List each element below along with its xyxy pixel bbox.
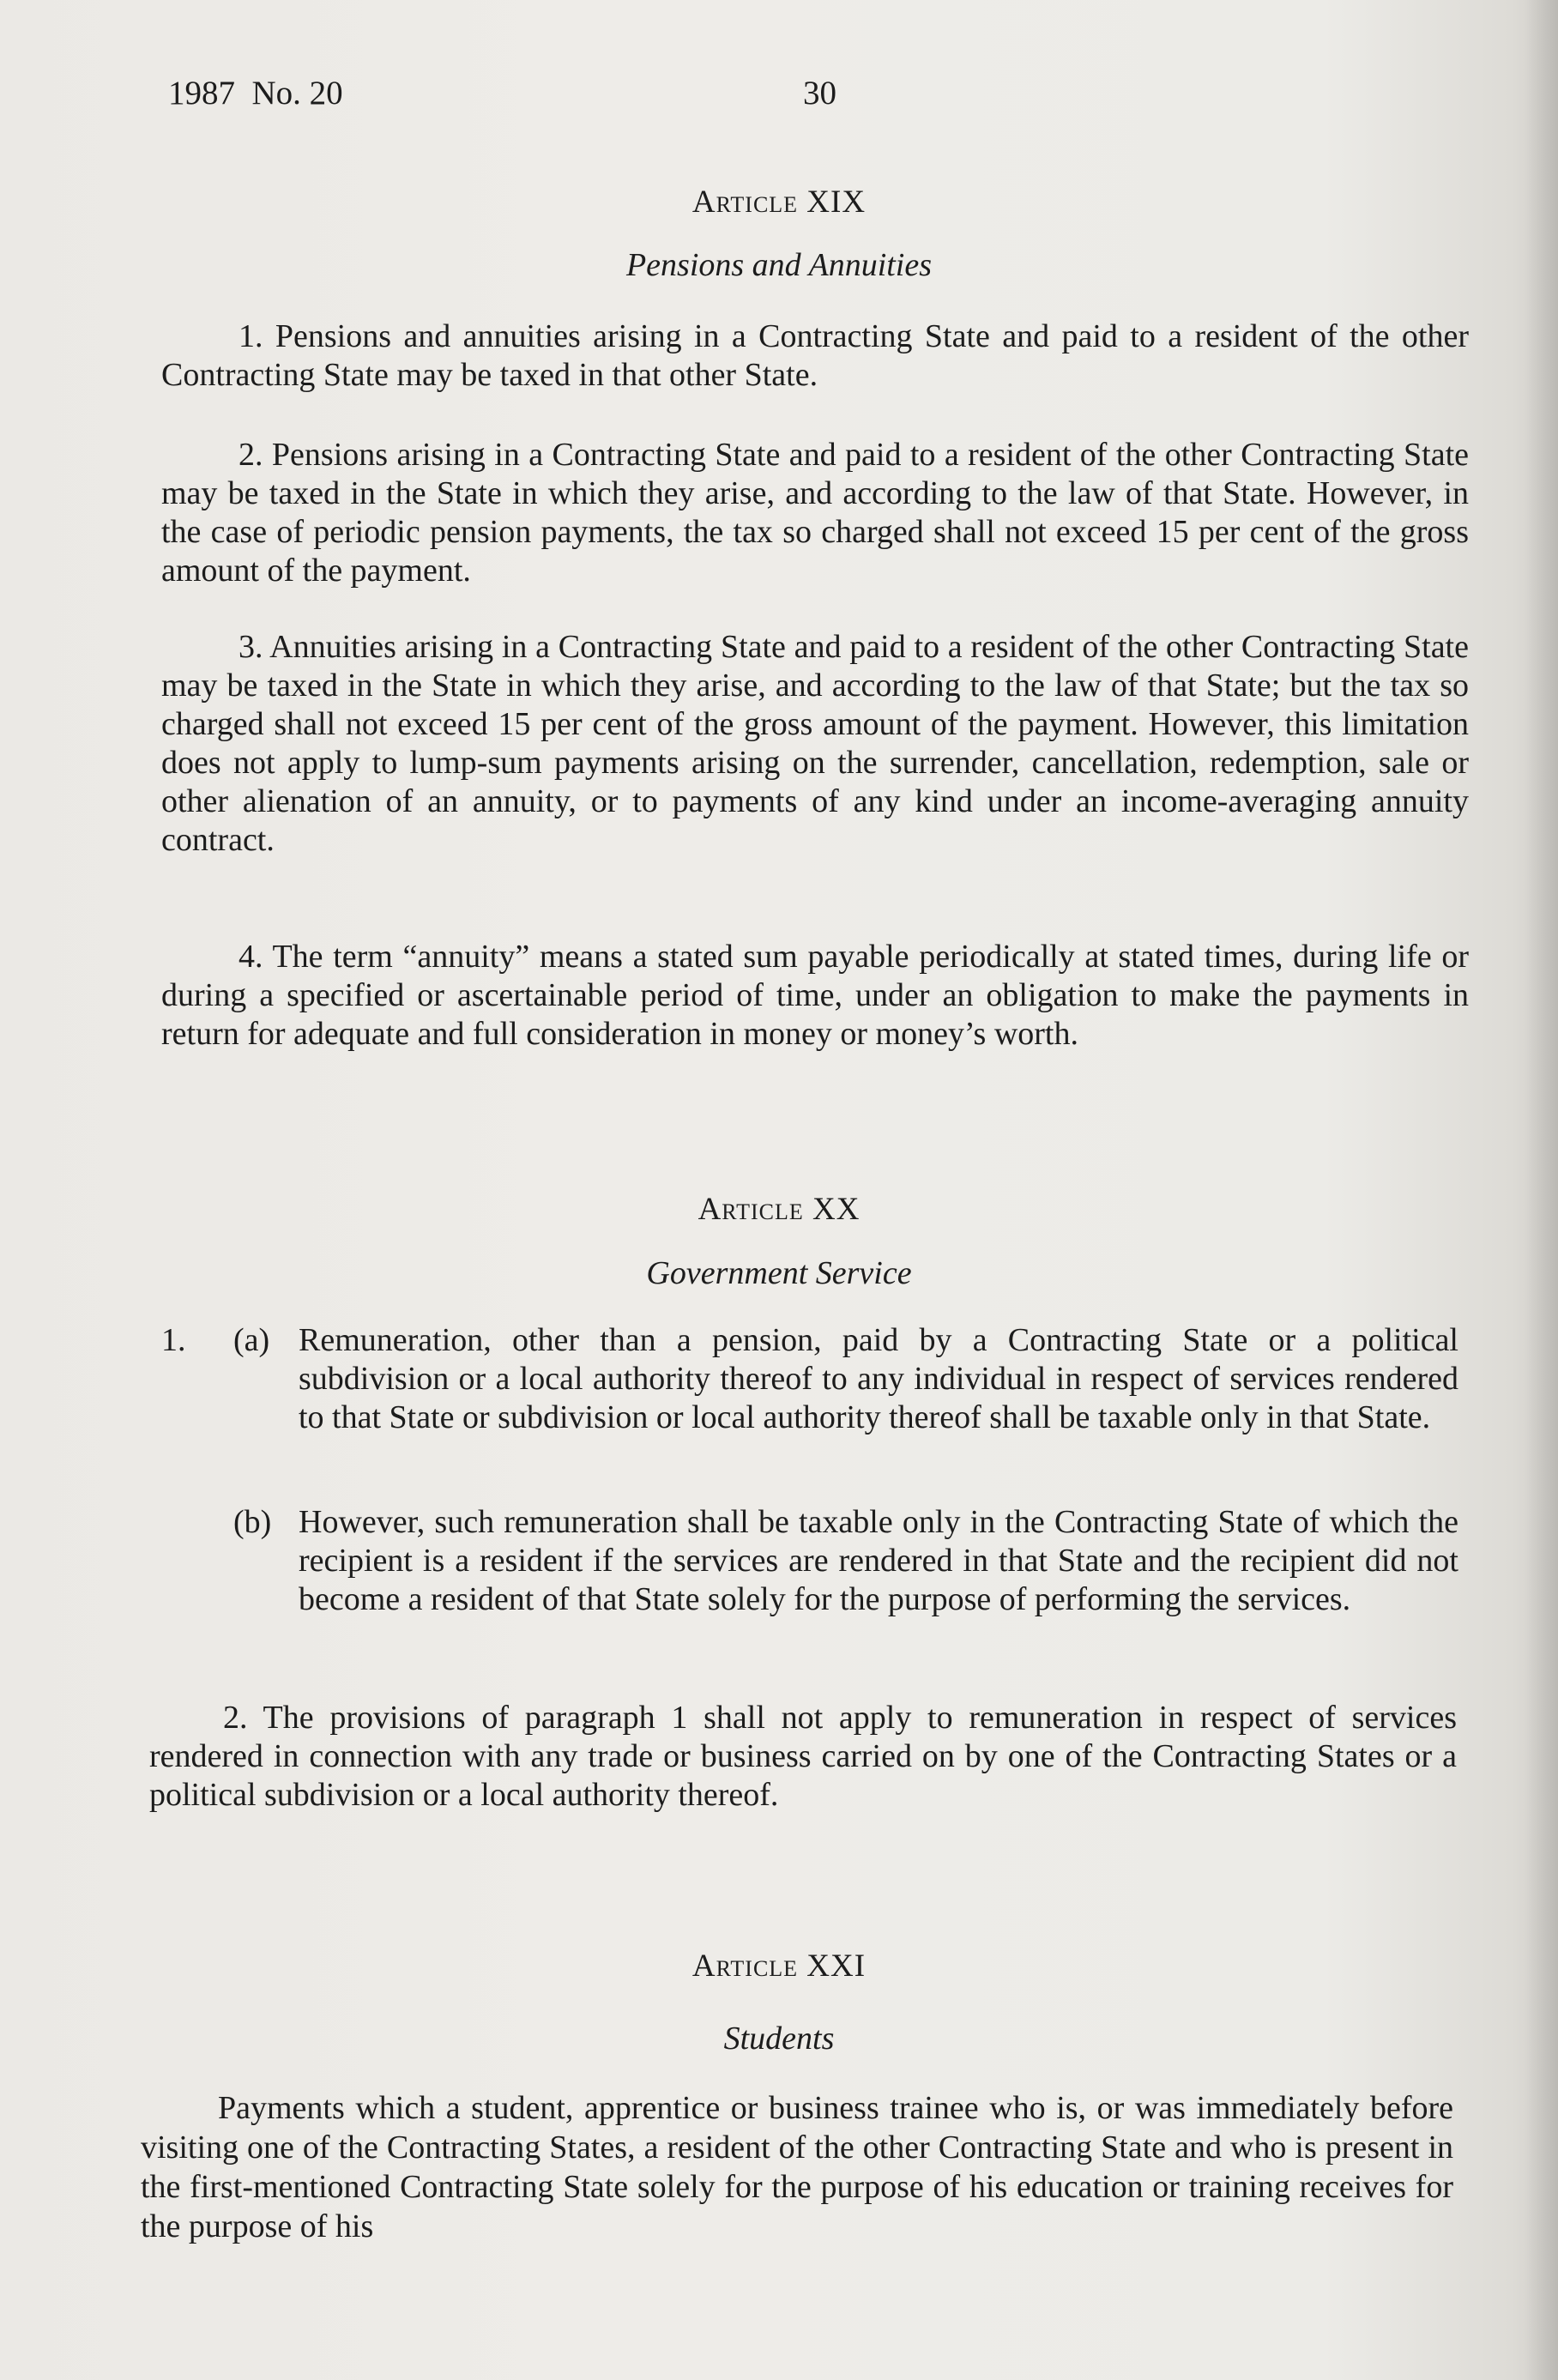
article-xxi-heading-text: Article XXI: [691, 1948, 867, 1984]
article-xix-paragraph-3: 3. Annuities arising in a Contracting State and paid to a resident of the other Contracting State may be taxed in the State in which they arise, and according to the law of that State; but the tax so charged shall not exceed 15 per cent of the gross amount of the payment. However, this limitation does not apply to lump-sum payments arising on the surrender, cancellation, redemption, sale or other alienation of an annuity, or to payments of any kind under an income-averaging annuity contract.: [161, 629, 1469, 858]
article-xxi-heading: [0, 1948, 1558, 1984]
article-xxi-title: Students: [723, 2021, 835, 2057]
article-xxi-paragraph-1: Payments which a student, apprentice or business trainee who is, or was immediately before visiting one of the Contracting States, a resident of the other Contracting State and who is present in the first-mentioned Contracting State solely for the purpose of his education or training receives for the purpose of his: [141, 2090, 1453, 2244]
article-xx-paragraph-2: 2. The provisions of paragraph 1 shall not apply to remuneration in respect of services rendered in connection with any trade or business carried on by one of the Contracting States or a political subdivision or a local authority thereof.: [149, 1700, 1457, 1813]
article-xx-heading-text: Article XX: [697, 1192, 861, 1227]
article-xix-heading: [0, 184, 1558, 220]
article-xx-heading: [0, 1191, 1558, 1228]
header-year: 1987: [168, 75, 235, 112]
article-xx-item-b-text: However, such remuneration shall be taxable only in the Contracting State of which the recipient is a resident if the services are rendered in that State and the recipient did not become a resident of that State solely for the purpose of performing the services.: [299, 1504, 1458, 1617]
article-xx-item-a-text: Remuneration, other than a pension, paid by a Contracting State or a political subdivision or a local authority thereof to any individual in respect of services rendered to that State or subdivision or local authority thereof shall be taxable only in that State.: [299, 1322, 1458, 1435]
article-xx-paragraph-1-number: 1.: [161, 1322, 186, 1358]
header-act-number: No. 20: [251, 75, 343, 112]
header-year-number: [168, 74, 343, 112]
article-xix-paragraph-1: 1. Pensions and annuities arising in a Contracting State and paid to a resident of the other Contracting State may be taxed in that other State.: [161, 318, 1469, 393]
article-xix-paragraph-2: 2. Pensions arising in a Contracting State and paid to a resident of the other Contracting State may be taxed in the State in which they arise, and according to the law of that State. However, in the case of periodic pension payments, the tax so charged shall not exceed 15 per cent of the gross amount of the payment.: [161, 437, 1469, 589]
page-number: 30: [803, 75, 836, 112]
article-xx-item-b-label: (b): [233, 1504, 272, 1540]
article-xix-paragraph-4: 4. The term “annuity” means a stated sum payable periodically at stated times, during life or during a specified or ascertainable period of time, under an obligation to make the payments in return for adequate and full consideration in money or money’s worth.: [161, 939, 1469, 1052]
article-xix-title: Pensions and Annuities: [625, 247, 933, 283]
article-xx-title: Government Service: [646, 1255, 912, 1291]
article-xix-heading-text: Article XIX: [691, 184, 867, 220]
article-xx-item-a-label: (a): [233, 1322, 270, 1358]
